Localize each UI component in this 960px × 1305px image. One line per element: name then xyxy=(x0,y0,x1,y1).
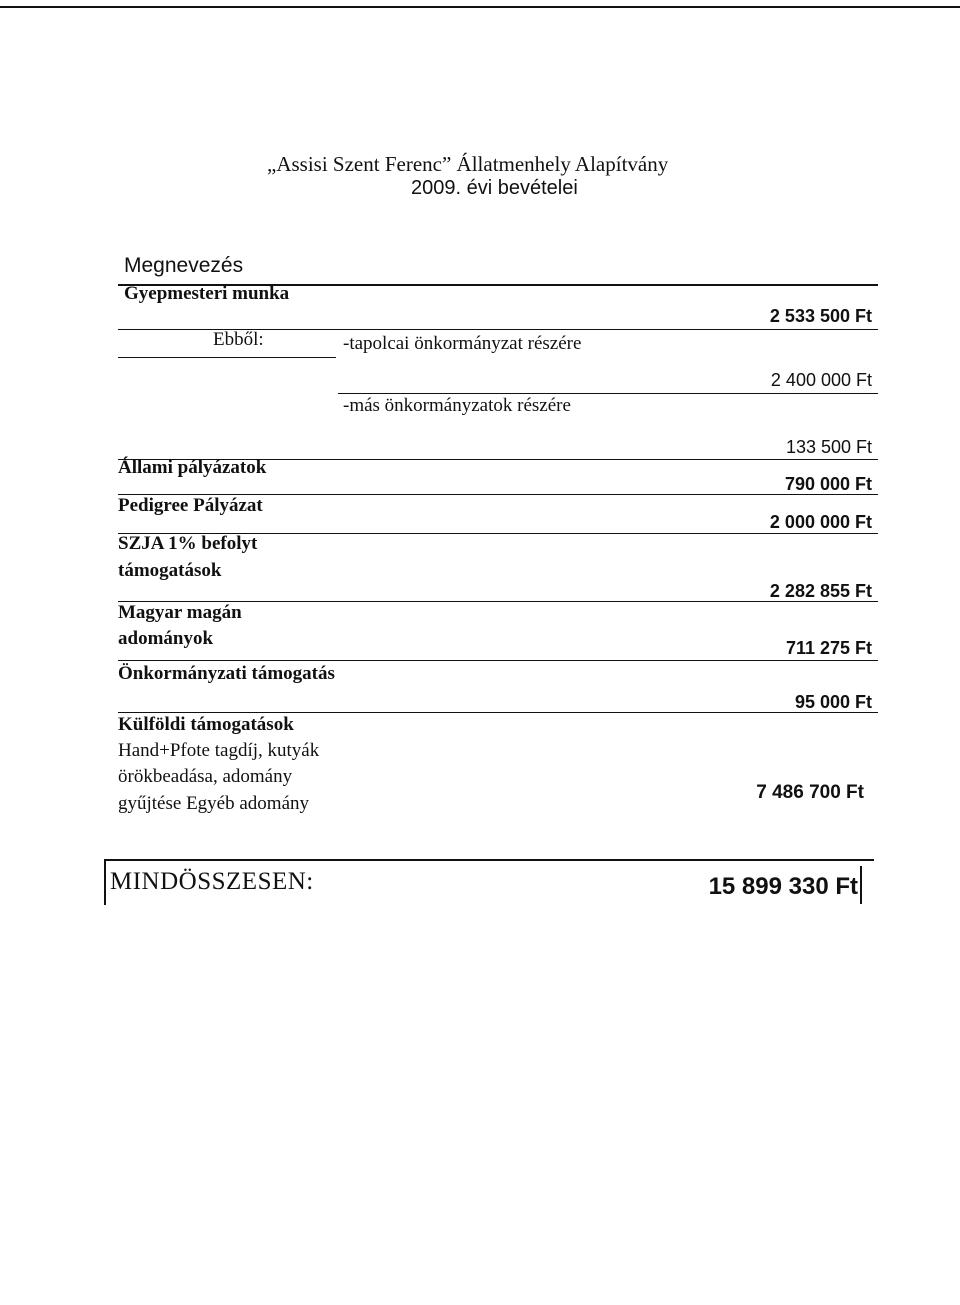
row-amount-mas: 133 500 Ft xyxy=(785,437,872,457)
row-label-magan-1: Magyar magán xyxy=(118,602,242,623)
total-left-bar xyxy=(104,859,106,905)
row-amount-kulfoldi: 7 486 700 Ft xyxy=(756,782,864,803)
row-amount-gyepmesteri: 2 533 500 Ft xyxy=(769,306,872,326)
row-label-pedigree: Pedigree Pályázat xyxy=(118,495,263,516)
rule-tapolcai-left xyxy=(118,357,336,358)
row-label-onkorm: Önkormányzati támogatás xyxy=(118,663,335,684)
top-border-line xyxy=(0,6,960,8)
row-amount-szja: 2 282 855 Ft xyxy=(769,581,872,601)
row-label-magan-2: adományok xyxy=(118,628,214,649)
row-label-szja-2: támogatások xyxy=(118,560,222,581)
column-header-megnevezes: Megnevezés xyxy=(124,254,244,277)
row-amount-allami: 790 000 Ft xyxy=(784,474,872,494)
row-amount-tapolcai: 2 400 000 Ft xyxy=(770,370,872,390)
document-title: „Assisi Szent Ferenc” Állatmenhely Alapítvány xyxy=(267,152,669,176)
row-label-kulfoldi-1: Külföldi támogatások xyxy=(118,714,294,735)
row-label-tapolcai: -tapolcai önkormányzat részére xyxy=(343,333,582,354)
total-top-rule xyxy=(104,859,874,861)
row-label-kulfoldi-3: örökbeadása, adomány xyxy=(118,766,293,787)
row-label-allami: Állami pályázatok xyxy=(118,457,267,478)
row-label-mas: -más önkormányzatok részére xyxy=(343,395,571,416)
row-amount-onkorm: 95 000 Ft xyxy=(794,692,872,712)
row-amount-magan: 711 275 Ft xyxy=(785,638,872,658)
document-subtitle: 2009. évi bevételei xyxy=(411,177,578,199)
row-label-ebbol: Ebből: xyxy=(213,329,264,350)
total-amount: 15 899 330 Ft xyxy=(708,873,858,900)
row-label-gyepmesteri: Gyepmesteri munka xyxy=(124,283,290,304)
row-amount-pedigree: 2 000 000 Ft xyxy=(769,512,872,532)
total-label: MINDÖSSZESEN: xyxy=(110,868,314,895)
row-label-kulfoldi-2: Hand+Pfote tagdíj, kutyák xyxy=(118,740,320,761)
row-label-szja-1: SZJA 1% befolyt xyxy=(118,533,258,554)
total-right-bar xyxy=(860,866,862,904)
row-label-kulfoldi-4: gyűjtése Egyéb adomány xyxy=(118,793,310,814)
